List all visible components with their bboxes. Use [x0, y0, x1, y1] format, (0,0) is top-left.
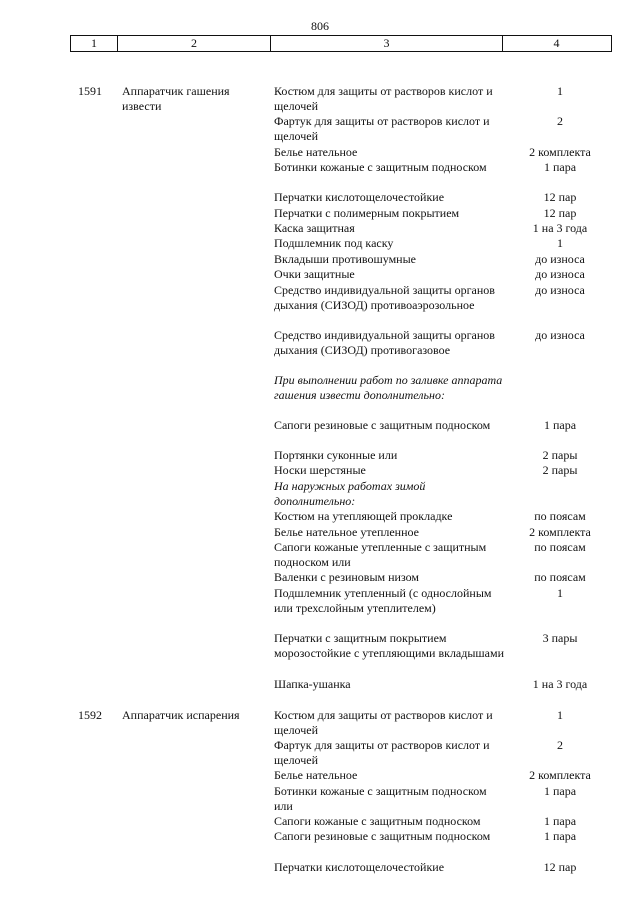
- conditional-note: При выполнении работ по заливке аппарата гашения извести дополнительно:: [274, 373, 503, 403]
- issue-norm: 3 пары: [542, 631, 578, 645]
- issue-norm: 1 на 3 года: [532, 677, 588, 691]
- equipment-item: Сапоги резиновые с защитным подноском: [274, 418, 491, 432]
- equipment-item: Подшлемник под каску: [274, 236, 394, 250]
- issue-norm: 1 пара: [543, 418, 577, 432]
- issue-norm: 2 комплекта: [529, 768, 591, 782]
- equipment-item: Носки шерстяные: [274, 463, 366, 477]
- issue-norm: 1: [557, 236, 563, 250]
- issue-norm: 1: [557, 586, 563, 600]
- issue-norm: 2 комплекта: [529, 145, 591, 159]
- issue-norm: 1 пара: [543, 814, 577, 828]
- issue-norm: по поясам: [534, 570, 586, 584]
- equipment-item: Белье нательное утепленное: [274, 525, 419, 539]
- issue-norm: до износа: [535, 328, 585, 342]
- issue-norm: до износа: [535, 252, 585, 266]
- equipment-item: Белье нательное: [274, 768, 358, 782]
- issue-norm: 2 пары: [542, 463, 578, 477]
- issue-norm: 2: [557, 114, 563, 128]
- equipment-item: Портянки суконные или: [274, 448, 398, 462]
- issue-norm: 1 пара: [543, 829, 577, 843]
- conditional-note: На наружных работах зимой дополнительно:: [274, 479, 426, 509]
- table-header-row: [70, 35, 612, 52]
- header-col-4: 4: [553, 36, 560, 50]
- entry-code: 1592: [78, 708, 102, 722]
- page-number: 806: [311, 19, 329, 33]
- issue-norm: 1: [557, 84, 563, 98]
- equipment-item: Шапка-ушанка: [274, 677, 351, 691]
- issue-norm: 2 комплекта: [529, 525, 591, 539]
- equipment-item: Вкладыши противошумные: [274, 252, 416, 266]
- equipment-item: Фартук для защиты от растворов кислот и щелочей: [274, 114, 490, 144]
- equipment-item: Подшлемник утепленный (с однослойным или трехслойным утеплителем): [274, 586, 492, 616]
- issue-norm: 1: [557, 708, 563, 722]
- equipment-item: Белье нательное: [274, 145, 358, 159]
- issue-norm: 12 пар: [543, 206, 577, 220]
- header-col-1: 1: [91, 36, 97, 50]
- equipment-item: Перчатки кислотощелочестойкие: [274, 190, 445, 204]
- equipment-item: Костюм для защиты от растворов кислот и щелочей: [274, 84, 493, 114]
- equipment-item: Фартук для защиты от растворов кислот и щелочей: [274, 738, 490, 768]
- equipment-item: Каска защитная: [274, 221, 355, 235]
- issue-norm: 1 пара: [543, 160, 577, 174]
- issue-norm: по поясам: [534, 509, 586, 523]
- issue-norm: 12 пар: [543, 190, 577, 204]
- entry-profession: Аппаратчик испарения: [122, 708, 240, 722]
- equipment-item: Костюм на утепляющей прокладке: [274, 509, 453, 523]
- issue-norm: 2 пары: [542, 448, 578, 462]
- issue-norm: по поясам: [534, 540, 586, 554]
- equipment-item: Средство индивидуальной защиты органов дыхания (СИЗОД) противогазовое: [274, 328, 495, 358]
- equipment-item: Перчатки кислотощелочестойкие: [274, 860, 445, 874]
- equipment-item: Сапоги резиновые с защитным подноском: [274, 829, 491, 843]
- equipment-item: Ботинки кожаные с защитным подноском: [274, 160, 487, 174]
- issue-norm: 12 пар: [543, 860, 577, 874]
- issue-norm: до износа: [535, 267, 585, 281]
- equipment-item: Средство индивидуальной защиты органов дыхания (СИЗОД) противоаэрозольное: [274, 283, 495, 313]
- issue-norm: 2: [557, 738, 563, 752]
- header-col-3: 3: [383, 36, 390, 50]
- entry-profession: Аппаратчик гашения извести: [122, 84, 230, 114]
- equipment-item: Валенки с резиновым низом: [274, 570, 420, 584]
- equipment-item: Перчатки с полимерным покрытием: [274, 206, 460, 220]
- equipment-item: Очки защитные: [274, 267, 355, 281]
- equipment-item: Сапоги кожаные с защитным подноском: [274, 814, 481, 828]
- header-col-2: 2: [191, 36, 197, 50]
- equipment-item: Костюм для защиты от растворов кислот и щелочей: [274, 708, 493, 738]
- equipment-item: Ботинки кожаные с защитным подноском или: [274, 784, 487, 814]
- issue-norm: до износа: [535, 283, 585, 297]
- equipment-item: Сапоги кожаные утепленные с защитным подноском или: [274, 540, 487, 570]
- equipment-item: Перчатки с защитным покрытием морозостойкие с утепляющими вкладышами: [274, 631, 505, 661]
- entry-code: 1591: [78, 84, 102, 98]
- issue-norm: 1 на 3 года: [532, 221, 588, 235]
- issue-norm: 1 пара: [543, 784, 577, 798]
